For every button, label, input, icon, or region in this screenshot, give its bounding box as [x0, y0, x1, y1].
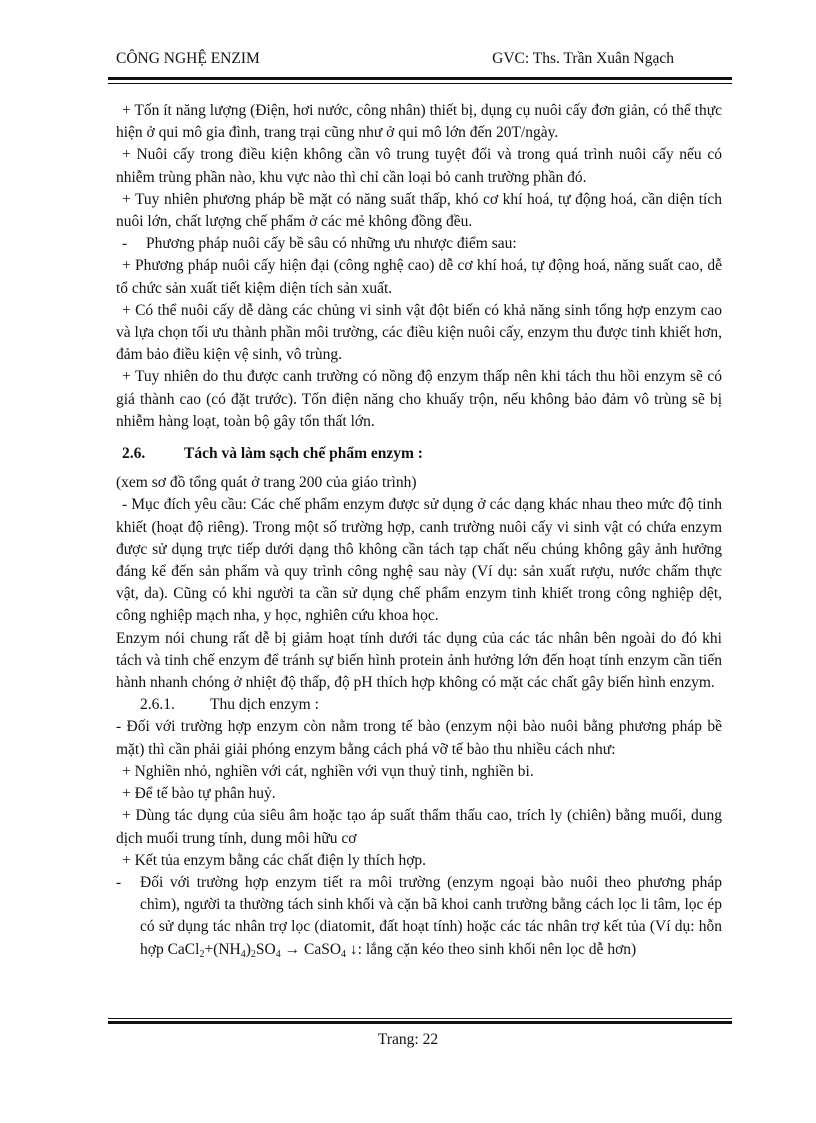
- text-run: Đối với trường hợp enzym tiết ra môi trường (enzym ngoại bào nuôi theo phương pháp chìm), người ta thường tách sinh khối và cặn bã khoi canh trường bằng cách lọc li tâm, lọc ép có sử dụng tác nhân trợ lọc (diatomit, đất hoạt tính) hoặc các tác nhân trợ kết tủa (Ví dụ: hỗn hợp CaCl: [140, 873, 722, 958]
- footer-rule-thin: [108, 1018, 732, 1019]
- subscript: 4: [240, 948, 246, 960]
- paragraph: - Đối với trường hợp enzym còn nằm trong tế bào (enzym nội bào nuôi bằng phương pháp bề mặt) thì cần phải giải phóng enzym bằng cách phá vỡ tế bào thu nhiều cách như:: [116, 718, 722, 758]
- subscript: 2: [250, 948, 256, 960]
- subscript: 2: [199, 948, 205, 960]
- header-rule-thin: [108, 83, 732, 84]
- page-body: [116, 100, 722, 961]
- paragraph: + Tuy nhiên phương pháp bề mặt có năng suất thấp, khó cơ khí hoá, tự động hoá, cần diện tích nuôi lớn, chất lượng chế phẩm ở các mẻ không đồng đều.: [116, 190, 722, 231]
- header-course-title: CÔNG NGHỆ ENZIM: [116, 50, 260, 67]
- paragraph: + Phương pháp nuôi cấy hiện đại (công nghệ cao) dễ cơ khí hoá, tự động hoá, năng suất cao, dễ tổ chức sản xuất tiết kiệm diện tích sản xuất.: [116, 257, 722, 297]
- dash-item: [116, 872, 722, 961]
- paragraph: + Nuôi cấy trong điều kiện không cần vô trung tuyệt đối và trong quá trình nuôi cấy nếu có nhiễm trùng phần nào, khu vực nào thì chỉ cần loại bỏ canh trường phần đó.: [116, 146, 722, 186]
- paragraph: + Tốn ít năng lượng (Điện, hơi nước, công nhân) thiết bị, dụng cụ nuôi cấy đơn giản, có thể thực hiện ở qui mô gia đình, trang trại cũng như ở qui mô lớn đến 20T/ngày.: [116, 102, 722, 142]
- header-rule-thick: [108, 77, 732, 80]
- page-number: Trang: 22: [377, 1031, 439, 1048]
- dash-marker: -: [122, 235, 128, 253]
- section-number: 2.6.1.: [140, 696, 175, 714]
- section-title: Tách và làm sạch chế phẩm enzym :: [184, 445, 423, 463]
- dash-marker: -: [116, 873, 122, 891]
- paragraph: + Có thể nuôi cấy dễ dàng các chủng vi sinh vật đột biến có khả năng sinh tổng hợp enzym cao và lựa chọn tối ưu thành phần môi trường, các điều kiện nuôi cấy, enzym thu được tinh khiết hơn, đảm bảo điều kiện vệ sinh, vô trùng.: [116, 301, 722, 364]
- paragraph: Phương pháp nuôi cấy bề sâu có những ưu nhược điểm sau:: [146, 235, 517, 253]
- section-heading-2-6-1: [116, 694, 722, 716]
- paragraph: + Tuy nhiên do thu được canh trường có nồng độ enzym thấp nên khi tách thu hồi enzym sẽ có giá thành cao (có đặt trước). Tốn điện năng cho khuấy trộn, nếu không bảo đảm vô trùng sẽ bị nhiễm hàng loạt, toàn bộ gây tổn thất lớn.: [116, 368, 722, 430]
- paragraph: - Mục đích yêu cầu: Các chế phẩm enzym được sử dụng ở các dạng khác nhau theo mức độ tinh khiết (hoạt độ riêng). Trong một số trường hợp, canh trường nuôi cấy vi sinh vật có chứa enzym được sử dụng trực tiếp dưới dạng thô không cần tách tạp chất nếu chúng không gây ảnh hưởng đáng kể đến sản phẩm và quy trình công nghệ sau này (Ví dụ: sản xuất rượu, nước chấm thực vật, da). Cũng có khi người ta cần sử dụng chế phẩm enzym tinh khiết trong công nghiệp dệt, công nghiệp mạch nha, y học, nghiên cứu khoa học.: [116, 496, 722, 625]
- header-lecturer: GVC: Ths. Trần Xuân Ngạch: [492, 50, 674, 67]
- paragraph: + Nghiền nhỏ, nghiền với cát, nghiền với vụn thuỷ tinh, nghiền bi.: [122, 762, 534, 780]
- text-run: +(NH: [204, 940, 241, 958]
- paragraph: + Dùng tác dụng của siêu âm hoặc tạo áp suất thẩm thấu cao, trích ly (chiên) bằng muối, dung dịch muối trung tính, dung môi hữu cơ: [116, 807, 722, 847]
- dash-item: [116, 233, 722, 255]
- paragraph: (xem sơ đồ tổng quát ở trang 200 của giáo trình): [116, 474, 417, 492]
- text-run: → CaSO: [280, 940, 342, 958]
- subscript: 4: [275, 948, 281, 960]
- section-number: 2.6.: [122, 445, 146, 463]
- paragraph: Enzym nói chung rất dễ bị giảm hoạt tính dưới tác dụng của các tác nhân bên ngoài do đó khi tách và tinh chế enzym để tránh sự biến hình protein ảnh hưởng lớn đến hoạt tính enzym cần tiến hành nhanh chóng ở nhiệt độ thấp, độ pH thích hợp không có mặt các chất gây biến hình enzym.: [116, 629, 722, 692]
- paragraph: + Kết tủa enzym bằng các chất điện ly thích hợp.: [122, 851, 427, 869]
- text-run: SO: [255, 940, 276, 958]
- paragraph-with-formula: [140, 872, 722, 961]
- paragraph: + Để tế bào tự phân huỷ.: [122, 785, 276, 803]
- subscript: 4: [341, 948, 347, 960]
- footer-rule-thick: [108, 1021, 732, 1024]
- text-run: ↓: lắng cặn kéo theo sinh khối nên lọc dễ hơn): [346, 940, 637, 958]
- section-heading-2-6: [116, 443, 722, 465]
- section-title: Thu dịch enzym :: [210, 696, 319, 714]
- page-header: [108, 50, 732, 76]
- text-run: ): [245, 940, 251, 958]
